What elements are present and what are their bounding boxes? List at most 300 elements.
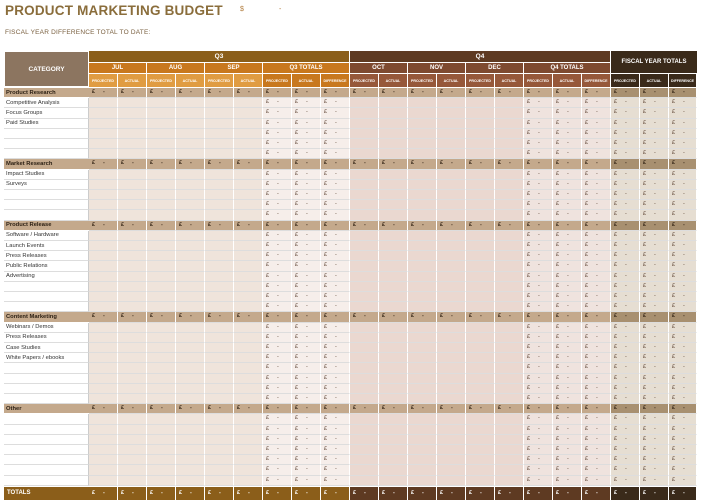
budget-cell[interactable] [553,261,582,271]
budget-cell[interactable] [495,129,524,139]
budget-cell[interactable] [582,200,611,210]
budget-cell[interactable] [408,374,437,384]
budget-cell[interactable] [437,108,466,118]
budget-cell[interactable] [350,353,379,363]
section-total-cell[interactable] [553,88,582,98]
budget-cell[interactable] [205,261,234,271]
budget-cell[interactable] [147,261,176,271]
grand-total-cell[interactable] [582,487,611,500]
budget-cell[interactable] [437,170,466,180]
budget-cell[interactable] [611,149,640,159]
section-total-cell[interactable] [292,88,321,98]
budget-cell[interactable] [205,445,234,455]
budget-cell[interactable] [437,180,466,190]
budget-cell[interactable] [292,374,321,384]
budget-cell[interactable] [147,210,176,220]
budget-cell[interactable] [321,261,350,271]
budget-cell[interactable] [321,414,350,424]
budget-cell[interactable] [205,435,234,445]
budget-cell[interactable] [553,394,582,404]
budget-cell[interactable] [553,476,582,486]
section-total-cell[interactable] [582,88,611,98]
budget-cell[interactable] [611,323,640,333]
budget-cell[interactable] [89,272,118,282]
budget-cell[interactable] [350,98,379,108]
budget-cell[interactable] [321,210,350,220]
section-total-cell[interactable] [263,312,292,322]
budget-cell[interactable] [379,98,408,108]
section-total-cell[interactable] [495,88,524,98]
budget-cell[interactable] [89,261,118,271]
budget-cell[interactable] [408,190,437,200]
budget-cell[interactable] [495,170,524,180]
grand-total-cell[interactable] [292,487,321,500]
section-total-cell[interactable] [205,221,234,231]
budget-cell[interactable] [234,170,263,180]
section-total-cell[interactable] [524,312,553,322]
section-total-cell[interactable] [611,88,640,98]
budget-cell[interactable] [147,414,176,424]
section-total-cell[interactable] [553,159,582,169]
budget-cell[interactable] [553,425,582,435]
budget-cell[interactable] [118,455,147,465]
budget-cell[interactable] [466,455,495,465]
budget-cell[interactable] [553,323,582,333]
section-total-cell[interactable] [350,404,379,414]
budget-cell[interactable] [321,119,350,129]
budget-cell[interactable] [379,363,408,373]
section-total-cell[interactable] [553,312,582,322]
budget-cell[interactable] [147,363,176,373]
budget-cell[interactable] [408,476,437,486]
grand-total-cell[interactable] [147,487,176,500]
budget-cell[interactable] [321,231,350,241]
budget-cell[interactable] [669,323,697,333]
budget-cell[interactable] [147,108,176,118]
budget-cell[interactable] [263,435,292,445]
budget-cell[interactable] [466,394,495,404]
budget-cell[interactable] [669,435,697,445]
category-item[interactable] [4,302,89,312]
budget-cell[interactable] [582,302,611,312]
budget-cell[interactable] [205,119,234,129]
budget-cell[interactable] [350,292,379,302]
budget-cell[interactable] [147,292,176,302]
budget-cell[interactable] [611,292,640,302]
budget-cell[interactable] [495,149,524,159]
budget-cell[interactable] [640,190,669,200]
budget-cell[interactable] [118,170,147,180]
budget-cell[interactable] [176,251,205,261]
budget-cell[interactable] [524,292,553,302]
budget-cell[interactable] [321,374,350,384]
budget-cell[interactable] [466,435,495,445]
budget-cell[interactable] [640,445,669,455]
budget-cell[interactable] [408,108,437,118]
budget-cell[interactable] [553,119,582,129]
budget-cell[interactable] [582,108,611,118]
budget-cell[interactable] [524,200,553,210]
budget-cell[interactable] [350,139,379,149]
budget-cell[interactable] [495,180,524,190]
budget-cell[interactable] [408,333,437,343]
budget-cell[interactable] [408,129,437,139]
budget-cell[interactable] [321,251,350,261]
budget-cell[interactable] [292,476,321,486]
budget-cell[interactable] [524,476,553,486]
budget-cell[interactable] [669,149,697,159]
budget-cell[interactable] [379,374,408,384]
budget-cell[interactable] [292,394,321,404]
budget-cell[interactable] [466,180,495,190]
budget-cell[interactable] [176,353,205,363]
budget-cell[interactable] [379,149,408,159]
budget-cell[interactable] [234,363,263,373]
budget-cell[interactable] [466,343,495,353]
budget-cell[interactable] [669,210,697,220]
budget-cell[interactable] [292,129,321,139]
category-item[interactable]: Advertising [4,272,89,282]
budget-cell[interactable] [408,292,437,302]
budget-cell[interactable] [611,241,640,251]
budget-cell[interactable] [89,343,118,353]
budget-cell[interactable] [582,180,611,190]
category-item[interactable] [4,476,89,486]
budget-cell[interactable] [495,231,524,241]
budget-cell[interactable] [408,251,437,261]
budget-cell[interactable] [669,282,697,292]
budget-cell[interactable] [379,241,408,251]
budget-cell[interactable] [524,282,553,292]
budget-cell[interactable] [669,394,697,404]
budget-cell[interactable] [350,251,379,261]
budget-cell[interactable] [466,465,495,475]
budget-cell[interactable] [118,119,147,129]
budget-cell[interactable] [263,272,292,282]
budget-cell[interactable] [147,425,176,435]
budget-cell[interactable] [292,170,321,180]
budget-cell[interactable] [611,180,640,190]
budget-cell[interactable] [640,272,669,282]
budget-cell[interactable] [640,149,669,159]
budget-cell[interactable] [524,261,553,271]
budget-cell[interactable] [582,98,611,108]
budget-cell[interactable] [437,200,466,210]
budget-cell[interactable] [263,353,292,363]
budget-cell[interactable] [669,108,697,118]
budget-cell[interactable] [524,190,553,200]
budget-cell[interactable] [379,231,408,241]
budget-cell[interactable] [350,476,379,486]
budget-cell[interactable] [524,435,553,445]
budget-cell[interactable] [205,272,234,282]
budget-cell[interactable] [408,241,437,251]
budget-cell[interactable] [176,384,205,394]
budget-cell[interactable] [205,302,234,312]
budget-cell[interactable] [89,302,118,312]
budget-cell[interactable] [89,210,118,220]
budget-cell[interactable] [466,129,495,139]
budget-cell[interactable] [89,251,118,261]
section-total-cell[interactable] [176,221,205,231]
section-total-cell[interactable] [582,312,611,322]
budget-cell[interactable] [205,231,234,241]
grand-total-cell[interactable] [321,487,350,500]
budget-cell[interactable] [379,210,408,220]
budget-cell[interactable] [437,272,466,282]
budget-cell[interactable] [669,200,697,210]
budget-cell[interactable] [495,394,524,404]
budget-cell[interactable] [89,98,118,108]
budget-cell[interactable] [611,445,640,455]
section-total-cell[interactable] [292,159,321,169]
budget-cell[interactable] [582,435,611,445]
budget-cell[interactable] [118,374,147,384]
budget-cell[interactable] [118,282,147,292]
budget-cell[interactable] [582,363,611,373]
budget-cell[interactable] [263,251,292,261]
budget-cell[interactable] [408,231,437,241]
budget-cell[interactable] [669,353,697,363]
budget-cell[interactable] [640,119,669,129]
budget-cell[interactable] [147,98,176,108]
budget-cell[interactable] [176,414,205,424]
budget-cell[interactable] [495,108,524,118]
budget-cell[interactable] [611,425,640,435]
budget-cell[interactable] [466,119,495,129]
budget-cell[interactable] [350,302,379,312]
budget-cell[interactable] [321,180,350,190]
category-item[interactable]: Impact Studies [4,170,89,180]
budget-cell[interactable] [350,241,379,251]
budget-cell[interactable] [524,251,553,261]
budget-cell[interactable] [321,353,350,363]
budget-cell[interactable] [582,190,611,200]
budget-cell[interactable] [89,476,118,486]
budget-cell[interactable] [553,414,582,424]
budget-cell[interactable] [321,139,350,149]
budget-cell[interactable] [640,353,669,363]
budget-cell[interactable] [408,425,437,435]
budget-cell[interactable] [292,445,321,455]
section-total-cell[interactable] [669,159,697,169]
budget-cell[interactable] [118,465,147,475]
section-total-cell[interactable] [495,221,524,231]
budget-cell[interactable] [437,292,466,302]
budget-cell[interactable] [176,435,205,445]
budget-cell[interactable] [118,363,147,373]
budget-cell[interactable] [495,190,524,200]
budget-cell[interactable] [408,119,437,129]
budget-cell[interactable] [118,445,147,455]
budget-cell[interactable] [495,200,524,210]
section-total-cell[interactable] [321,404,350,414]
budget-cell[interactable] [408,455,437,465]
budget-cell[interactable] [176,425,205,435]
budget-cell[interactable] [466,323,495,333]
section-total-cell[interactable] [379,159,408,169]
budget-cell[interactable] [89,190,118,200]
budget-cell[interactable] [176,210,205,220]
section-total-cell[interactable] [466,312,495,322]
section-total-cell[interactable] [234,312,263,322]
budget-cell[interactable] [582,425,611,435]
budget-cell[interactable] [495,241,524,251]
budget-cell[interactable] [466,374,495,384]
budget-cell[interactable] [205,149,234,159]
budget-cell[interactable] [350,435,379,445]
budget-cell[interactable] [147,333,176,343]
budget-cell[interactable] [292,425,321,435]
budget-cell[interactable] [147,231,176,241]
section-total-cell[interactable] [350,312,379,322]
budget-cell[interactable] [379,343,408,353]
budget-cell[interactable] [611,414,640,424]
budget-cell[interactable] [582,129,611,139]
section-total-cell[interactable] [466,159,495,169]
category-item[interactable] [4,210,89,220]
section-total-cell[interactable] [669,312,697,322]
budget-cell[interactable] [118,139,147,149]
category-item[interactable]: Case Studies [4,343,89,353]
budget-cell[interactable] [640,414,669,424]
budget-cell[interactable] [640,200,669,210]
budget-cell[interactable] [292,251,321,261]
category-item[interactable]: White Papers / ebooks [4,353,89,363]
section-total-cell[interactable] [437,221,466,231]
budget-cell[interactable] [292,414,321,424]
budget-cell[interactable] [118,149,147,159]
budget-cell[interactable] [118,108,147,118]
budget-cell[interactable] [640,282,669,292]
budget-cell[interactable] [147,119,176,129]
budget-cell[interactable] [263,200,292,210]
budget-cell[interactable] [611,394,640,404]
budget-cell[interactable] [263,170,292,180]
budget-cell[interactable] [669,374,697,384]
budget-cell[interactable] [176,190,205,200]
budget-cell[interactable] [640,292,669,302]
budget-cell[interactable] [582,282,611,292]
budget-cell[interactable] [205,190,234,200]
budget-cell[interactable] [234,455,263,465]
budget-cell[interactable] [582,149,611,159]
budget-cell[interactable] [524,149,553,159]
budget-cell[interactable] [379,180,408,190]
budget-cell[interactable] [553,272,582,282]
budget-cell[interactable] [176,108,205,118]
budget-cell[interactable] [437,241,466,251]
budget-cell[interactable] [379,261,408,271]
budget-cell[interactable] [205,465,234,475]
budget-cell[interactable] [234,108,263,118]
budget-cell[interactable] [176,455,205,465]
budget-cell[interactable] [147,129,176,139]
budget-cell[interactable] [118,292,147,302]
budget-cell[interactable] [234,200,263,210]
budget-cell[interactable] [147,200,176,210]
budget-cell[interactable] [321,323,350,333]
budget-cell[interactable] [408,282,437,292]
budget-cell[interactable] [292,180,321,190]
budget-cell[interactable] [292,465,321,475]
budget-cell[interactable] [466,272,495,282]
section-total-cell[interactable] [89,88,118,98]
budget-cell[interactable] [118,200,147,210]
budget-cell[interactable] [205,180,234,190]
section-total-cell[interactable] [379,88,408,98]
section-total-cell[interactable] [205,88,234,98]
section-total-cell[interactable] [495,159,524,169]
budget-cell[interactable] [582,343,611,353]
budget-cell[interactable] [234,425,263,435]
budget-cell[interactable] [350,119,379,129]
budget-cell[interactable] [437,302,466,312]
budget-cell[interactable] [640,394,669,404]
budget-cell[interactable] [640,139,669,149]
budget-cell[interactable] [524,425,553,435]
budget-cell[interactable] [176,261,205,271]
budget-cell[interactable] [292,282,321,292]
budget-cell[interactable] [234,323,263,333]
budget-cell[interactable] [234,353,263,363]
budget-cell[interactable] [437,455,466,465]
budget-cell[interactable] [611,251,640,261]
budget-cell[interactable] [669,129,697,139]
grand-total-cell[interactable] [669,487,697,500]
budget-cell[interactable] [640,374,669,384]
budget-cell[interactable] [292,190,321,200]
budget-cell[interactable] [611,108,640,118]
budget-cell[interactable] [89,180,118,190]
budget-cell[interactable] [495,272,524,282]
budget-cell[interactable] [379,465,408,475]
budget-cell[interactable] [234,394,263,404]
budget-cell[interactable] [118,231,147,241]
section-total-cell[interactable] [437,404,466,414]
category-item[interactable]: Surveys [4,180,89,190]
section-total-cell[interactable] [263,404,292,414]
budget-cell[interactable] [640,333,669,343]
budget-cell[interactable] [176,98,205,108]
section-total-cell[interactable] [553,404,582,414]
budget-cell[interactable] [669,98,697,108]
budget-cell[interactable] [321,241,350,251]
budget-cell[interactable] [321,384,350,394]
budget-cell[interactable] [118,333,147,343]
budget-cell[interactable] [611,435,640,445]
budget-cell[interactable] [640,476,669,486]
budget-cell[interactable] [292,119,321,129]
budget-cell[interactable] [669,190,697,200]
section-total-cell[interactable] [263,221,292,231]
budget-cell[interactable] [205,241,234,251]
budget-cell[interactable] [205,139,234,149]
section-total-cell[interactable] [379,404,408,414]
section-total-cell[interactable] [495,312,524,322]
budget-cell[interactable] [408,98,437,108]
budget-cell[interactable] [524,98,553,108]
budget-cell[interactable] [669,425,697,435]
budget-cell[interactable] [176,476,205,486]
budget-cell[interactable] [437,139,466,149]
budget-cell[interactable] [350,200,379,210]
budget-cell[interactable] [524,323,553,333]
budget-cell[interactable] [524,139,553,149]
budget-cell[interactable] [408,353,437,363]
budget-cell[interactable] [553,302,582,312]
budget-cell[interactable] [321,282,350,292]
